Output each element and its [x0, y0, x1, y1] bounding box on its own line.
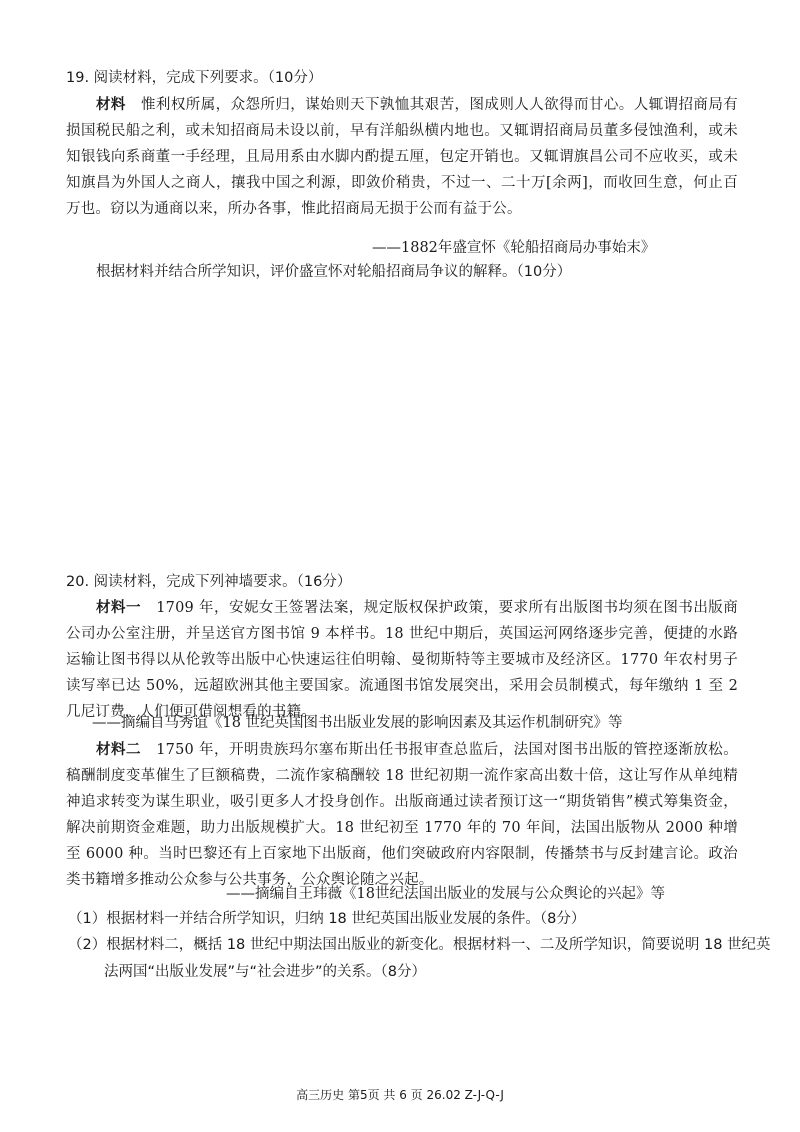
- question-20-material-1: [66, 595, 738, 725]
- material-text: 惟利权所属，众怨所归，谋始则天下孰恤其艰苦，图成则人人欲得而甘心。人辄谓招商局有损国税民船之利，或未知招商局未设以前，早有洋船纵横内地也。又辄谓招商局员董多侵蚀渔利，或未知银钱向系商董一手经理，且局用系由水脚内酌提五厘，包定开销也。又辄谓旗昌公司不应收买，或未知旗昌为外国人之商人，攘我中国之利源，即敛价稍贵，不过一、二十万[余两]，而收回生意，何止百万也。窃以为通商以来，所办各事，惟此招商局无损于公而有益于公。: [66, 97, 738, 217]
- material-2-text: 1750 年，开明贵族玛尔塞布斯出任书报审查总监后，法国对图书出版的管控逐渐放松。稿酬制度变革催生了巨额稿费，二流作家稿酬较 18 世纪初期一流作家高出数十倍，这让写作从单纯精神追求转变为谋生职业，吸引更多人才投身创作。出版商通过读者预订这一“期货销售”模式筹集资金，解决前期资金难题，助力出版规模扩大。18 世纪初至 1770 年的 70 年间，法国出版物从 2000 种增至 6000 种。当时巴黎还有上百家地下出版商，他们突破政府内容限制，传播禁书与反封建言论。政治类书籍增多推动公众参与公共事务，公众舆论随之兴起。: [66, 742, 738, 888]
- question-19-source: ——1882年盛宣怀《轮船招商局办事始末》: [372, 240, 656, 256]
- question-20-subquestion-1: （1）根据材料一并结合所学知识，归纳 18 世纪英国出版业发展的条件。（8分）: [68, 911, 586, 927]
- question-20-source-1: ——摘编自马秀谊《18 世纪英国图书出版业发展的影响因素及其运作机制研究》等: [92, 715, 623, 731]
- material-1-text: 1709 年，安妮女王签署法案，规定版权保护政策，要求所有出版图书均须在图书出版商公司办公室注册，并呈送官方图书馆 9 本样书。18 世纪中期后，英国运河网络逐步完善，便捷的水路运输让图书得以从伦敦等出版中心快速运往伯明翰、曼彻斯特等主要城市及经济区。1770 年农村男子读写率已达 50%，远超欧洲其他主要国家。流通图书馆发展突出，采用会员制模式，每年缴纳 1 至 2 几尼订费，人们便可借阅想看的书籍。: [66, 600, 738, 720]
- question-19-task: 根据材料并结合所学知识，评价盛宣怀对轮船招商局争议的解释。（10分）: [96, 264, 572, 280]
- page-footer: 高三历史 第5页 共 6 页 26.02 Z-J-Q-J: [296, 1088, 504, 1102]
- question-20-subquestion-2: （2）根据材料二，概括 18 世纪中期法国出版业的新变化。根据材料一、二及所学知识，简要说明 18 世纪英法两国“出版业发展”与“社会进步”的关系。（8分）: [68, 937, 771, 980]
- question-20-source-2: ——摘编自王玮薇《18世纪法国出版业的发展与公众舆论的兴起》等: [226, 886, 665, 902]
- material-label: 材料: [96, 97, 126, 113]
- question-20-heading: 20. 阅读材料，完成下列神墙要求。（16分）: [66, 574, 352, 590]
- answer-space: [66, 290, 738, 560]
- material-1-label: 材料一: [96, 600, 141, 616]
- question-20-material-2: [66, 737, 738, 893]
- question-19-heading: 19. 阅读材料，完成下列要求。（10分）: [66, 70, 323, 86]
- material-2-label: 材料二: [96, 742, 141, 758]
- question-19-material: [66, 92, 738, 222]
